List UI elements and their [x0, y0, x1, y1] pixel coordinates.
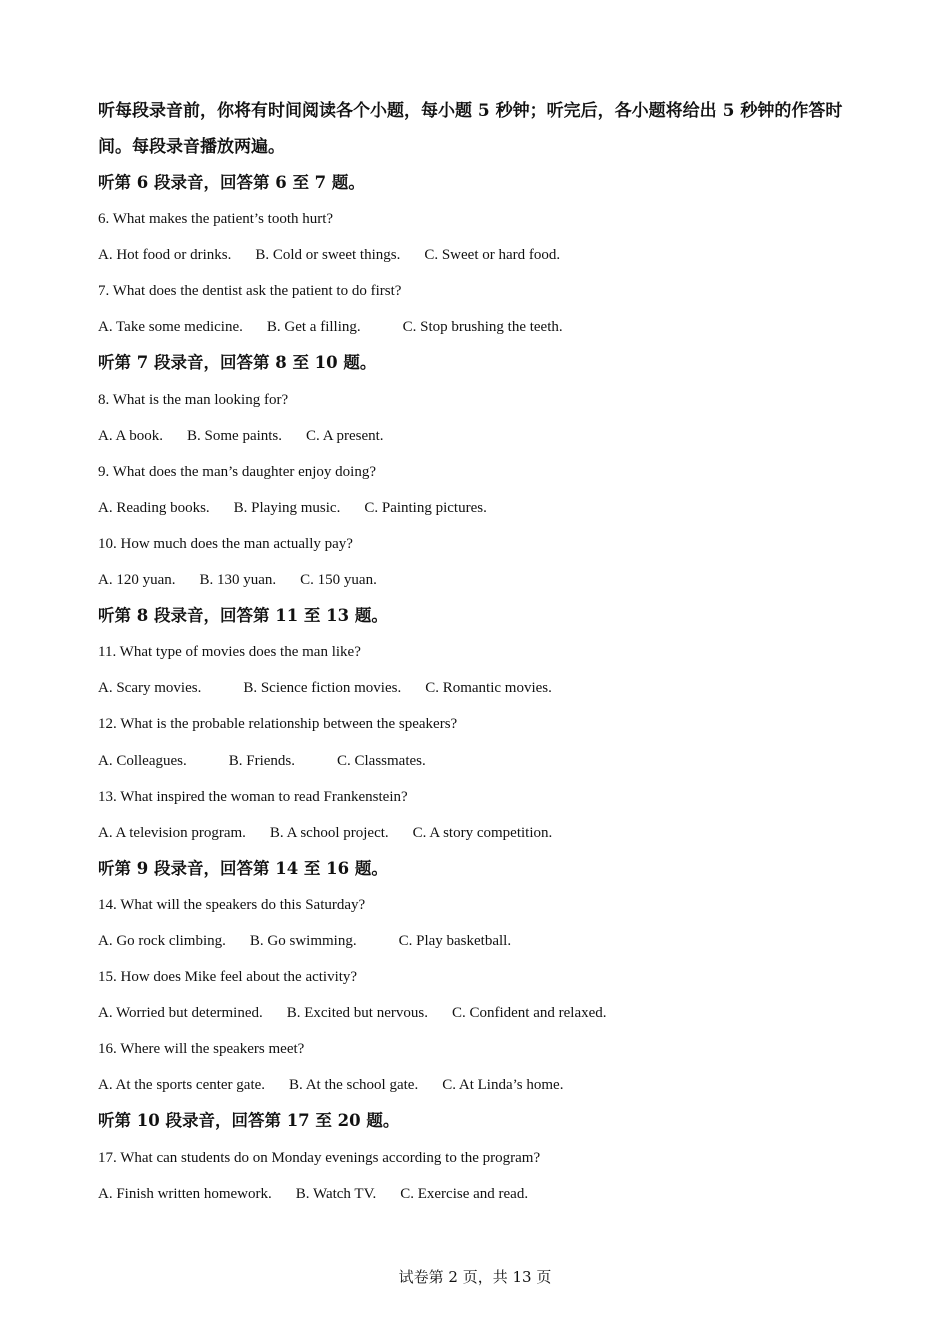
answer-option[interactable]: B. Get a filling. [266, 319, 361, 336]
question-stem: 8. What is the man looking for? [98, 391, 289, 408]
answer-option[interactable]: A. Go rock climbing. [98, 932, 226, 949]
section-heading: 听第 7 段录音，回答第 8 至 10 题。 [98, 353, 377, 373]
answer-option[interactable]: A. Take some medicine. [98, 319, 243, 336]
section-heading: 听第 8 段录音，回答第 11 至 13 题。 [98, 606, 388, 626]
answer-option[interactable]: B. Watch TV. [295, 1185, 377, 1202]
question-stem: 13. What inspired the woman to read Frankenstein? [98, 788, 408, 805]
answer-option[interactable]: C. Confident and relaxed. [451, 1005, 607, 1022]
answer-option[interactable]: A. Reading books. [98, 499, 210, 516]
answer-option[interactable]: A. 120 yuan. [98, 572, 176, 589]
answer-options [98, 490, 898, 526]
answer-option[interactable]: C. Classmates. [337, 752, 426, 769]
answer-option[interactable]: A. Finish written homework. [98, 1185, 272, 1202]
answer-option[interactable]: C. A story competition. [412, 824, 553, 841]
answer-options [98, 309, 898, 345]
answer-option[interactable]: A. A television program. [98, 824, 246, 841]
answer-options [98, 923, 898, 959]
answer-option[interactable]: B. 130 yuan. [199, 572, 277, 589]
answer-option[interactable]: C. Play basketball. [398, 932, 512, 949]
section-heading: 听第 9 段录音，回答第 14 至 16 题。 [98, 858, 388, 878]
answer-option[interactable]: C. At Linda’s home. [442, 1077, 564, 1094]
answer-option[interactable]: C. 150 yuan. [300, 572, 377, 589]
question-stem: 6. What makes the patient’s tooth hurt? [98, 211, 334, 228]
answer-options [98, 743, 898, 779]
section-heading: 听第 10 段录音，回答第 17 至 20 题。 [98, 1111, 400, 1131]
answer-option[interactable]: B. Playing music. [233, 499, 341, 516]
answer-option[interactable]: B. Friends. [228, 752, 295, 769]
question-stem: 15. How does Mike feel about the activity? [98, 969, 358, 986]
question-stem: 11. What type of movies does the man like? [98, 644, 361, 661]
question-stem: 7. What does the dentist ask the patient to do first? [98, 283, 402, 300]
answer-option[interactable]: B. Go swimming. [249, 932, 357, 949]
answer-option[interactable]: B. Cold or sweet things. [255, 247, 401, 264]
answer-options [98, 418, 898, 454]
answer-options [98, 562, 898, 598]
answer-options [98, 237, 898, 273]
answer-options [98, 1067, 898, 1103]
answer-option[interactable]: C. A present. [306, 427, 384, 444]
instructions-paragraph: 听每段录音前，你将有时间阅读各个小题，每小题 5 秒钟；听完后，各小题将给出 5 秒钟的作答时间。每段录音播放两遍。 [98, 101, 843, 157]
question-stem: 9. What does the man’s daughter enjoy doing? [98, 463, 376, 480]
question-stem: 12. What is the probable relationship between the speakers? [98, 716, 458, 733]
page-footer: 试卷第 2 页，共 13 页 [398, 1268, 552, 1286]
answer-option[interactable]: A. Scary movies. [98, 680, 202, 697]
question-stem: 14. What will the speakers do this Saturday? [98, 896, 366, 913]
answer-option[interactable]: C. Exercise and read. [400, 1185, 529, 1202]
answer-option[interactable]: C. Sweet or hard food. [424, 247, 561, 264]
section-heading: 听第 6 段录音，回答第 6 至 7 题。 [98, 173, 365, 192]
answer-option[interactable]: B. At the school gate. [289, 1077, 419, 1094]
answer-option[interactable]: B. Excited but nervous. [286, 1005, 428, 1022]
answer-options [98, 995, 898, 1031]
question-stem: 10. How much does the man actually pay? [98, 535, 353, 552]
answer-option[interactable]: B. Some paints. [187, 427, 283, 444]
answer-options [98, 1176, 898, 1212]
answer-option[interactable]: A. Colleagues. [98, 752, 187, 769]
answer-option[interactable]: A. Hot food or drinks. [98, 247, 232, 264]
answer-option[interactable]: B. A school project. [269, 824, 389, 841]
answer-option[interactable]: B. Science fiction movies. [243, 680, 402, 697]
answer-option[interactable]: A. At the sports center gate. [98, 1077, 266, 1094]
answer-option[interactable]: C. Stop brushing the teeth. [402, 319, 563, 336]
question-list [98, 165, 898, 1212]
answer-option[interactable]: A. A book. [98, 427, 164, 444]
answer-option[interactable]: C. Romantic movies. [425, 680, 552, 697]
answer-options [98, 815, 898, 851]
answer-options [98, 670, 898, 706]
question-stem: 17. What can students do on Monday evenings according to the program? [98, 1149, 541, 1166]
answer-option[interactable]: A. Worried but determined. [98, 1005, 263, 1022]
question-stem: 16. Where will the speakers meet? [98, 1041, 305, 1058]
answer-option[interactable]: C. Painting pictures. [364, 499, 487, 516]
